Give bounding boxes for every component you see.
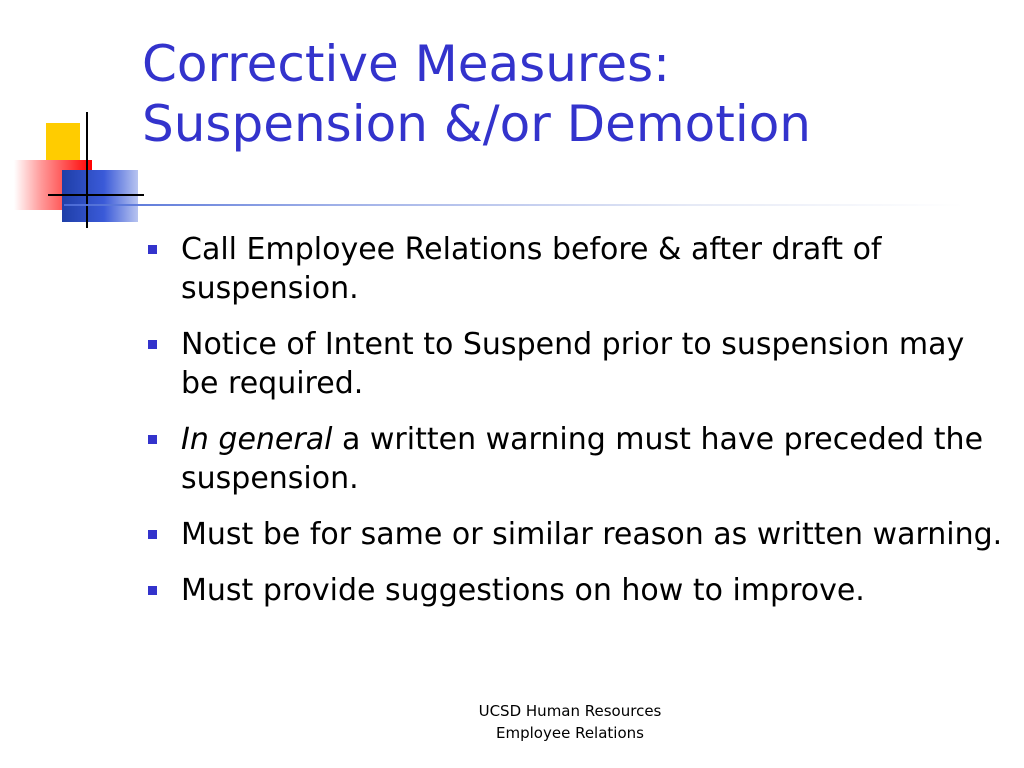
bullet-list [144,230,1004,627]
bullet-text: Must be for same or similar reason as written warning. [181,517,1003,552]
square-bullet-icon [148,530,157,539]
footer-line-1: UCSD Human Resources [478,702,662,720]
footer-line-2: Employee Relations [496,724,644,742]
decorative-blue-square [62,170,138,222]
square-bullet-icon [148,340,157,349]
title-underline-rule [64,204,964,206]
decorative-vertical-line [86,112,88,228]
slide-title [142,34,1002,154]
square-bullet-icon [148,245,157,254]
square-bullet-icon [148,586,157,595]
bullet-item [144,420,1004,498]
decorative-horizontal-line [48,194,144,196]
bullet-item [144,325,1004,403]
slide-footer [420,700,720,744]
bullet-item [144,571,1004,610]
bullet-item [144,515,1004,554]
square-bullet-icon [148,435,157,444]
bullet-text: a written warning must have preceded the suspension. [181,422,984,496]
slide-title-line-1: Corrective Measures: [142,35,671,93]
bullet-text: Notice of Intent to Suspend prior to suspension may be required. [181,327,965,401]
bullet-text: Call Employee Relations before & after draft of suspension. [181,232,882,306]
bullet-text: Must provide suggestions on how to improve. [181,573,865,608]
bullet-item [144,230,1004,308]
slide-title-line-2: Suspension &/or Demotion [142,95,811,153]
bullet-italic-lead: In general [181,422,333,457]
